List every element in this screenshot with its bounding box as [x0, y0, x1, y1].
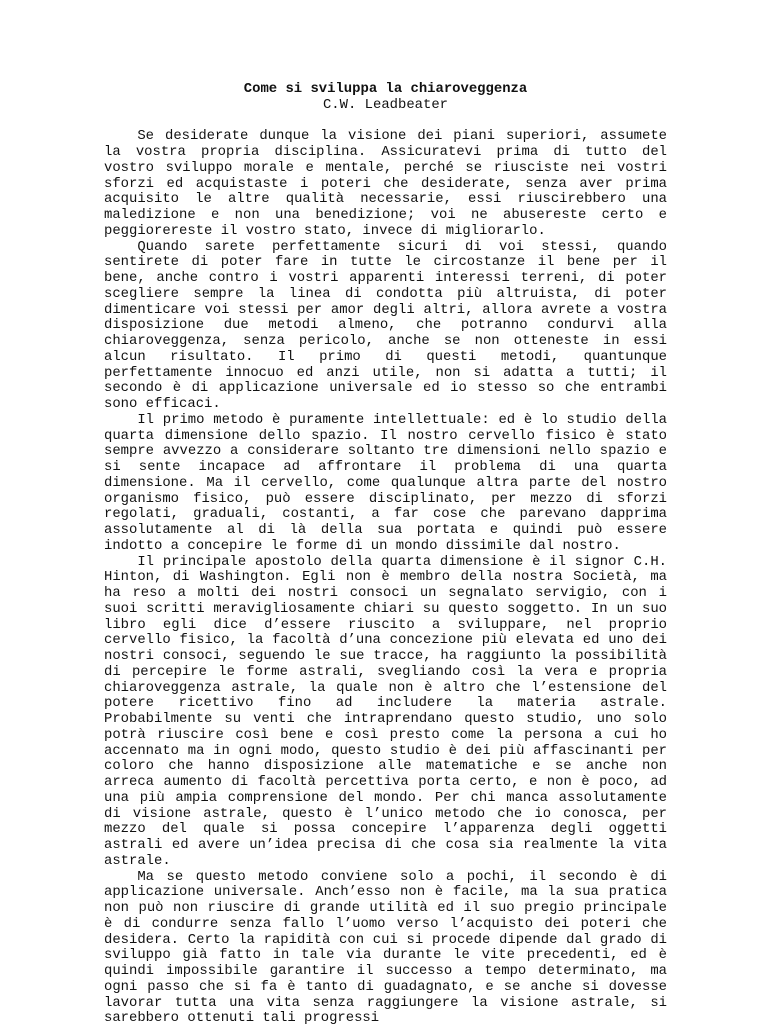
paragraph-4: Il principale apostolo della quarta dimensione è il signor C.H. Hinton, di Washington. Egli non è membro della nostra Società, ma ha reso a molti dei nostri consoci un segnalato servigio, con i suoi scritti meravigliosamente chiari su questo soggetto. In un suo libro egli dice d’essere riuscito a sviluppare, nel proprio cervello fisico, la facoltà d’una concezione più elevata ed uno dei nostri consoci, seguendo le sue tracce, ha raggiunto la possibilità di percepire le forme astrali, svegliando così la vera e propria chiaroveggenza astrale, la quale non è altro che l’estensione del potere ricettivo fino ad includere la materia astrale. Probabilmente su venti che intraprendano questo studio, uno solo potrà riuscire così bene e così presto come la persona a cui ho accennato ma in ogni modo, questo studio è dei più affascinanti per coloro che hanno disposizione alle matematiche e se anche non arreca aumento di facoltà percettiva porta certo, e non è poco, ad una più ampia comprensione del mondo. Per chi manca assolutamente di visione astrale, questo è l’unico metodo che io conosca, per mezzo del quale si possa concepire l’apparenza degli oggetti astrali ed avere un’idea precisa di che cosa sia realmente la vita astrale. [104, 555, 667, 870]
paragraph-5: Ma se questo metodo conviene solo a pochi, il secondo è di applicazione universale. Anch’esso non è facile, ma la sua pratica non può non riuscire di grande utilità ed il suo pregio principale è di condurre senza fallo l’uomo verso l’acquisto dei poteri che desidera. Certo la rapidità con cui si procede dipende dal grado di sviluppo già fatto in tale via durante le vite precedenti, ed è quindi impossibile garantire il successo a tempo determinato, ma ogni passo che si fa è tanto di guadagnato, e se anche si dovesse lavorar tutta una vita senza raggiungere la visione astrale, si sarebbero ottenuti tali progressi [104, 870, 667, 1027]
document-author: C.W. Leadbeater [104, 98, 667, 114]
paragraph-1: Se desiderate dunque la visione dei piani superiori, assumete la vostra propria disciplina. Assicuratevi prima di tutto del vostro sviluppo morale e mentale, perché se riusciste nei vostri sforzi ed acquistaste i poteri che desiderate, senza aver prima acquisito le altre qualità necessarie, essi riuscirebbero una maledizione e non una benedizione; voi ne abusereste certo e peggiorereste il vostro stato, invece di migliorarlo. [104, 129, 667, 239]
paragraph-2: Quando sarete perfettamente sicuri di voi stessi, quando sentirete di poter fare in tutte le circostanze il bene per il bene, anche contro i vostri apparenti interessi terreni, di poter scegliere sempre la linea di condotta più altruista, di poter dimenticare voi stessi per amor degli altri, allora avrete a vostra disposizione due metodi almeno, che potranno condurvi alla chiaroveggenza, senza pericolo, anche se non otteneste in essi alcun risultato. Il primo di questi metodi, quantunque perfettamente innocuo ed anzi utile, non si adatta a tutti; il secondo è di applicazione universale ed io stesso so che entrambi sono efficaci. [104, 240, 667, 413]
document-page [104, 82, 667, 1027]
paragraph-3: Il primo metodo è puramente intellettuale: ed è lo studio della quarta dimensione dello spazio. Il nostro cervello fisico è stato sempre avvezzo a considerare soltanto tre dimensioni nello spazio e si sente incapace ad affrontare il problema di una quarta dimensione. Ma il cervello, come qualunque altra parte del nostro organismo fisico, può essere disciplinato, per mezzo di sforzi regolati, graduali, costanti, a far cose che parevano dapprima assolutamente al di là della sua portata e quindi può essere indotto a concepire le forme di un mondo dissimile dal nostro. [104, 413, 667, 555]
document-title: Come si sviluppa la chiaroveggenza [104, 82, 667, 98]
